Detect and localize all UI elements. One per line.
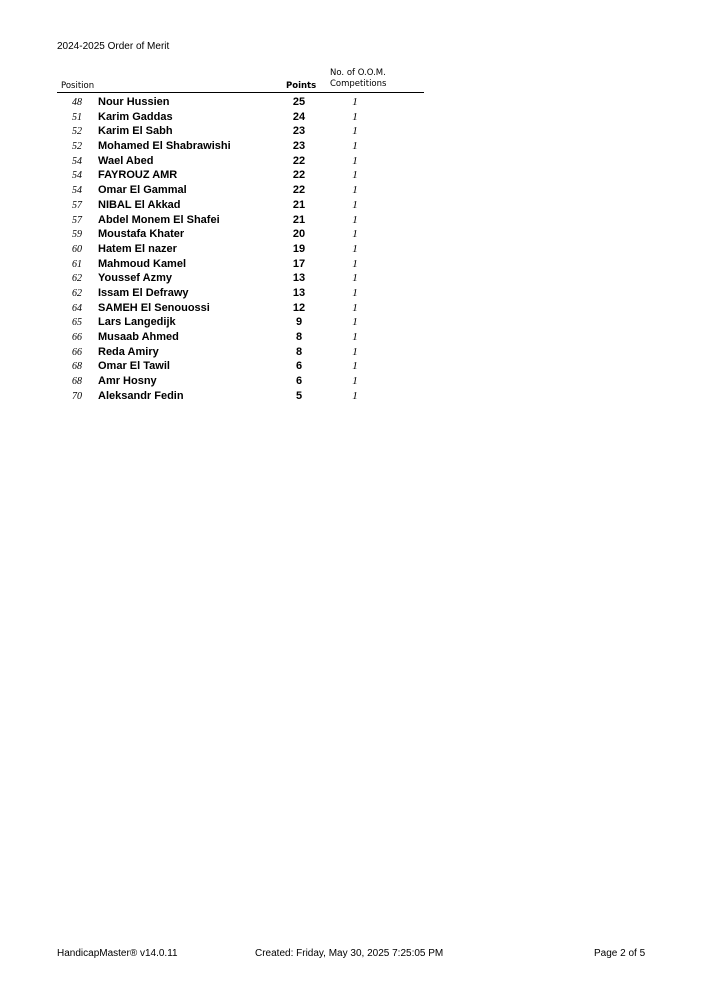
row-player-name: Aleksandr Fedin — [98, 389, 184, 402]
row-player-name: Wael Abed — [98, 154, 154, 167]
row-player-name: Youssef Azmy — [98, 272, 172, 285]
row-position: 54 — [72, 185, 82, 197]
row-points: 12 — [292, 301, 306, 314]
row-points: 17 — [292, 257, 306, 270]
row-competitions: 1 — [352, 389, 358, 402]
table-row — [57, 346, 424, 361]
row-position: 61 — [72, 258, 82, 270]
table-header — [57, 68, 424, 93]
row-points: 6 — [295, 375, 303, 388]
table-row — [57, 214, 424, 229]
row-competitions: 1 — [352, 198, 358, 211]
row-player-name: Amr Hosny — [98, 375, 157, 388]
row-position: 59 — [72, 229, 82, 241]
row-position: 54 — [72, 155, 82, 167]
table-row — [57, 184, 424, 199]
table-row — [57, 96, 424, 111]
row-points: 19 — [292, 242, 306, 255]
row-player-name: Karim Gaddas — [98, 110, 173, 123]
row-player-name: FAYROUZ AMR — [98, 169, 178, 182]
table-row — [57, 390, 424, 405]
row-competitions: 1 — [352, 110, 358, 123]
row-competitions: 1 — [352, 345, 358, 358]
row-competitions: 1 — [352, 96, 358, 108]
table-row — [57, 125, 424, 140]
row-competitions: 1 — [352, 331, 358, 343]
row-points: 5 — [295, 389, 303, 402]
row-player-name: Mahmoud Kamel — [98, 257, 187, 270]
table-row — [57, 228, 424, 243]
row-points: 20 — [292, 228, 306, 241]
table-row — [57, 140, 424, 155]
row-position: 62 — [72, 287, 82, 299]
row-position: 52 — [72, 126, 82, 138]
row-player-name: Nour Hussien — [98, 96, 170, 108]
footer-page-number: Page 2 of 5 — [594, 948, 646, 959]
row-points: 8 — [295, 331, 303, 343]
table-row — [57, 243, 424, 258]
row-competitions: 1 — [352, 228, 358, 241]
row-position: 52 — [72, 141, 82, 153]
row-points: 21 — [292, 198, 306, 211]
row-position: 66 — [72, 332, 82, 343]
row-position: 57 — [72, 199, 82, 211]
row-points: 22 — [292, 169, 306, 182]
row-competitions: 1 — [352, 375, 358, 388]
row-points: 6 — [295, 360, 303, 373]
row-points: 21 — [292, 213, 306, 226]
row-player-name: NIBAL El Akkad — [98, 198, 181, 211]
row-competitions: 1 — [352, 272, 358, 285]
footer-software: HandicapMaster® v14.0.11 — [57, 948, 178, 959]
row-points: 22 — [292, 154, 306, 167]
row-position: 70 — [72, 390, 82, 402]
table-row — [57, 331, 424, 346]
row-points: 13 — [292, 286, 306, 299]
header-competitions-line2: Competitions — [330, 79, 387, 89]
table-row — [57, 272, 424, 287]
row-points: 22 — [292, 184, 306, 197]
row-competitions: 1 — [352, 257, 358, 270]
row-points: 23 — [292, 140, 306, 153]
table-row — [57, 258, 424, 273]
row-player-name: Reda Amiry — [98, 345, 159, 358]
row-player-name: Moustafa Khater — [98, 228, 185, 241]
row-competitions: 1 — [352, 286, 358, 299]
row-points: 25 — [292, 96, 306, 108]
header-competitions-line1: No. of O.O.M. — [330, 68, 386, 78]
table-row — [57, 360, 424, 375]
row-player-name: Issam El Defrawy — [98, 286, 189, 299]
row-position: 54 — [72, 170, 82, 182]
row-player-name: Lars Langedijk — [98, 316, 176, 329]
row-position: 68 — [72, 376, 82, 388]
row-competitions: 1 — [352, 154, 358, 167]
row-competitions: 1 — [352, 125, 358, 138]
row-points: 8 — [295, 345, 303, 358]
row-player-name: Omar El Gammal — [98, 184, 187, 197]
row-points: 24 — [292, 110, 306, 123]
row-points: 13 — [292, 272, 306, 285]
row-competitions: 1 — [352, 213, 358, 226]
row-player-name: Abdel Monem El Shafei — [98, 213, 220, 226]
row-points: 9 — [295, 316, 303, 329]
row-position: 57 — [72, 214, 82, 226]
row-position: 48 — [72, 97, 82, 108]
row-competitions: 1 — [352, 184, 358, 197]
header-position: Position — [61, 81, 95, 91]
row-player-name: Omar El Tawil — [98, 360, 170, 373]
row-competitions: 1 — [352, 140, 358, 153]
row-points: 23 — [292, 125, 306, 138]
row-position: 68 — [72, 361, 82, 373]
table-row — [57, 199, 424, 214]
table-row — [57, 375, 424, 390]
row-competitions: 1 — [352, 360, 358, 373]
row-position: 62 — [72, 273, 82, 285]
row-player-name: Hatem El nazer — [98, 242, 177, 255]
document-title: 2024-2025 Order of Merit — [57, 41, 170, 52]
row-position: 65 — [72, 317, 82, 329]
table-row — [57, 287, 424, 302]
table-row — [57, 316, 424, 331]
row-player-name: SAMEH El Senouossi — [98, 301, 210, 314]
order-of-merit-table — [57, 68, 424, 404]
row-position: 60 — [72, 243, 82, 255]
row-competitions: 1 — [352, 169, 358, 182]
row-position: 64 — [72, 302, 82, 314]
row-position: 66 — [72, 346, 82, 358]
footer-created: Created: Friday, May 30, 2025 7:25:05 PM — [255, 948, 444, 959]
row-player-name: Mohamed El Shabrawishi — [98, 140, 231, 153]
row-player-name: Musaab Ahmed — [98, 331, 179, 343]
row-competitions: 1 — [352, 316, 358, 329]
header-points: Points — [286, 81, 317, 91]
row-competitions: 1 — [352, 242, 358, 255]
row-player-name: Karim El Sabh — [98, 125, 173, 138]
row-position: 51 — [72, 111, 82, 123]
table-row — [57, 155, 424, 170]
table-body — [57, 96, 424, 404]
table-row — [57, 302, 424, 317]
table-row — [57, 111, 424, 126]
table-row — [57, 169, 424, 184]
header-competitions — [330, 68, 410, 90]
row-competitions: 1 — [352, 301, 358, 314]
